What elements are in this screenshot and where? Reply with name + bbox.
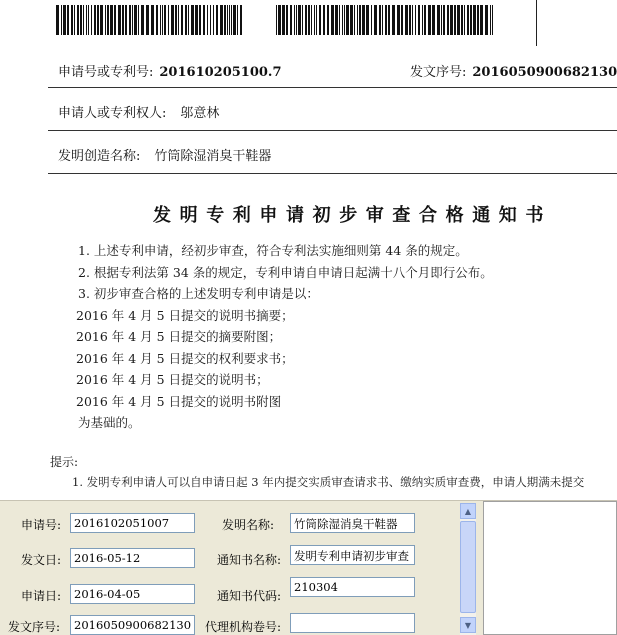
barcode-bar	[164, 5, 166, 35]
barcode-bar	[94, 5, 96, 35]
barcode-bar	[195, 5, 198, 35]
barcode-bar	[216, 5, 218, 35]
barcode-bar	[83, 5, 84, 35]
barcode-bar	[181, 5, 183, 35]
barcode-bar	[342, 5, 343, 35]
notice-title: 发明专利申请初步审查合格通知书	[153, 205, 552, 226]
barcode-bar	[450, 5, 453, 35]
notice-code-field[interactable]: 210304	[290, 577, 415, 597]
barcode-right	[276, 5, 494, 35]
barcode-bar	[385, 5, 387, 35]
barcode-bar	[388, 5, 390, 35]
scrollbar-thumb[interactable]	[460, 521, 476, 613]
barcode-bar	[316, 5, 317, 35]
vertical-scrollbar[interactable]	[460, 503, 476, 635]
barcode-bar	[470, 5, 472, 35]
barcode-bar	[74, 5, 75, 35]
barcode-bar	[354, 5, 355, 35]
barcode-bar	[350, 5, 353, 35]
barcode-bar	[160, 5, 161, 35]
barcode-bar	[443, 5, 445, 35]
barcode-bar	[447, 5, 449, 35]
barcode-bar	[100, 5, 103, 35]
barcode-bar	[346, 5, 349, 35]
body-line: 3. 初步审查合格的上述发明专利申请是以：	[78, 286, 319, 301]
barcode-left	[56, 5, 244, 35]
body-line: 1. 上述专利申请，经初步审查，符合专利法实施细则第 44 条的规定。	[78, 243, 468, 258]
barcode-bar	[77, 5, 79, 35]
agency-no-field[interactable]	[290, 613, 415, 633]
barcode-bar	[319, 5, 321, 35]
application-number-value: 201610205100.7	[159, 65, 282, 80]
barcode-bar	[424, 5, 426, 35]
applicant-value: 邬意林	[180, 106, 220, 121]
barcode-bar	[454, 5, 456, 35]
barcode-bar	[437, 5, 440, 35]
body-line: 为基础的。	[78, 415, 141, 430]
barcode-bar	[61, 5, 62, 35]
barcode-bar	[412, 5, 413, 35]
barcode-bar	[418, 5, 420, 35]
barcode-bar	[357, 5, 358, 35]
app-no-label: 申请号:	[21, 518, 62, 532]
filing-date-label: 申请日:	[21, 589, 62, 603]
barcode-bar	[298, 5, 301, 35]
barcode-bar	[188, 5, 189, 35]
barcode-bar	[56, 5, 59, 35]
application-number-row	[58, 61, 282, 80]
barcode-bar	[422, 5, 423, 35]
barcode-bar	[231, 5, 232, 35]
barcode-bar	[457, 5, 460, 35]
body-line: 2016 年 4 月 5 日提交的说明书；	[76, 372, 269, 387]
barcode-bar	[432, 5, 435, 35]
notice-name-field[interactable]: 发明专利申请初步审查	[290, 545, 415, 565]
invention-name-field[interactable]: 竹筒除湿消臭干鞋器	[290, 513, 415, 533]
barcode-bar	[175, 5, 177, 35]
barcode-bar	[171, 5, 174, 35]
barcode-bar	[118, 5, 121, 35]
barcode-bar	[210, 5, 211, 35]
applicant-label: 申请人或专利权人:	[58, 106, 167, 121]
rule-2	[48, 130, 617, 131]
barcode-bar	[240, 5, 242, 35]
notice-body	[78, 240, 493, 434]
barcode-bar	[286, 5, 288, 35]
dispatch-number-label: 发文序号:	[410, 65, 467, 80]
barcode-bar	[374, 5, 377, 35]
barcode-bar	[185, 5, 187, 35]
barcode-bar	[156, 5, 158, 35]
barcode-bar	[461, 5, 463, 35]
barcode-bar	[302, 5, 303, 35]
hint-text: 1. 发明专利申请人可以自申请日起 3 年内提交实质审查请求书、缴纳实质审查费，申请人期满未提交	[72, 475, 585, 489]
barcode-bar	[441, 5, 442, 35]
body-line: 2016 年 4 月 5 日提交的说明书摘要；	[76, 307, 294, 323]
arrow-down-icon[interactable]: ▼	[460, 617, 476, 633]
barcode-bar	[151, 5, 154, 35]
barcode-bar	[305, 5, 307, 35]
barcode-bar	[220, 5, 223, 35]
barcode-bar	[146, 5, 149, 35]
barcode-bar	[88, 5, 89, 35]
barcode-bar	[97, 5, 99, 35]
barcode-bar	[331, 5, 334, 35]
barcode-bar	[276, 5, 277, 35]
barcode-bar	[213, 5, 214, 35]
dispatch-number-value: 2016050900682130	[472, 65, 617, 80]
barcode-bar	[473, 5, 476, 35]
arrow-up-icon[interactable]: ▲	[460, 503, 476, 519]
barcode-bar	[71, 5, 73, 35]
barcode-bar	[308, 5, 310, 35]
barcode-bar	[485, 5, 488, 35]
barcode-bar	[168, 5, 169, 35]
barcode-bar	[67, 5, 69, 35]
barcode-bar	[409, 5, 411, 35]
barcode-bar	[405, 5, 408, 35]
notice-name-label: 通知书名称:	[217, 553, 282, 567]
barcode-bar	[467, 5, 469, 35]
barcode-bar	[278, 5, 281, 35]
rule-1	[48, 87, 617, 88]
barcode-bar	[359, 5, 361, 35]
barcode-bar	[207, 5, 208, 35]
invention-row	[58, 145, 271, 164]
barcode-bar	[366, 5, 369, 35]
barcode-bar	[110, 5, 113, 35]
barcode-bar	[105, 5, 106, 35]
issue-date-label: 发文日:	[21, 553, 62, 567]
barcode-bar	[464, 5, 465, 35]
barcode-bar	[63, 5, 66, 35]
invention-name-label: 发明名称:	[222, 518, 275, 532]
barcode-bar	[125, 5, 127, 35]
agency-no-label: 代理机构卷号:	[205, 620, 282, 634]
barcode-bar	[233, 5, 236, 35]
dispatch-no-field[interactable]: 2016050900682130	[70, 615, 195, 635]
barcode-bar	[294, 5, 295, 35]
barcode-bar	[114, 5, 116, 35]
barcode-bar	[492, 5, 493, 35]
barcode-bar	[490, 5, 491, 35]
barcode-bar	[282, 5, 285, 35]
barcode-bar	[229, 5, 230, 35]
barcode-bar	[323, 5, 325, 35]
barcode-bar	[415, 5, 416, 35]
barcode-bar	[379, 5, 381, 35]
barcode-bar	[134, 5, 137, 35]
preview-box	[483, 501, 617, 635]
barcode-bar	[224, 5, 226, 35]
barcode-bar	[290, 5, 292, 35]
barcode-bar	[344, 5, 345, 35]
hint-label: 提示:	[50, 455, 79, 469]
barcode-bar	[311, 5, 312, 35]
body-line: 2. 根据专利法第 34 条的规定，专利申请自申请日起满十八个月即行公布。	[78, 264, 493, 280]
barcode-bar	[203, 5, 205, 35]
barcode-bar	[227, 5, 228, 35]
barcode-bar	[296, 5, 297, 35]
barcode-bar	[480, 5, 483, 35]
barcode-bar	[477, 5, 479, 35]
barcode-bar	[339, 5, 340, 35]
barcode-bar	[327, 5, 329, 35]
barcode-bar	[428, 5, 431, 35]
barcode-bar	[86, 5, 87, 35]
barcode-bar	[362, 5, 365, 35]
dispatch-no-label: 发文序号:	[8, 620, 61, 634]
divider-line	[536, 0, 537, 46]
barcode-bar	[162, 5, 163, 35]
application-number-label: 申请号或专利号:	[58, 65, 154, 80]
invention-label: 发明创造名称:	[58, 149, 141, 164]
rule-3	[48, 173, 617, 174]
applicant-row	[58, 102, 219, 121]
body-line: 2016 年 4 月 5 日提交的摘要附图；	[76, 329, 282, 344]
dispatch-number-row	[410, 61, 617, 80]
barcode-bar	[335, 5, 338, 35]
barcode-bar	[138, 5, 139, 35]
barcode-bar	[107, 5, 109, 35]
barcode-bar	[199, 5, 201, 35]
barcode-bar	[397, 5, 400, 35]
barcode-bar	[132, 5, 133, 35]
app-no-field[interactable]: 2016102051007	[70, 513, 195, 533]
notice-code-label: 通知书代码:	[217, 589, 282, 603]
barcode-bar	[237, 5, 238, 35]
issue-date-field[interactable]: 2016-05-12	[70, 548, 195, 568]
barcode-bar	[122, 5, 124, 35]
barcode-bar	[178, 5, 179, 35]
body-line: 2016 年 4 月 5 日提交的权利要求书；	[76, 350, 294, 366]
barcode-bar	[382, 5, 383, 35]
barcode-bar	[191, 5, 194, 35]
barcode-bar	[129, 5, 131, 35]
barcode-bar	[80, 5, 82, 35]
body-line: 2016 年 4 月 5 日提交的说明书附图	[76, 393, 282, 409]
barcode-bar	[401, 5, 403, 35]
barcode-bar	[141, 5, 144, 35]
barcode-bar	[91, 5, 92, 35]
barcode-bar	[314, 5, 315, 35]
barcode-bar	[392, 5, 395, 35]
invention-value: 竹筒除湿消臭干鞋器	[154, 149, 272, 164]
filing-date-field[interactable]: 2016-04-05	[70, 584, 195, 604]
barcode-bar	[371, 5, 372, 35]
